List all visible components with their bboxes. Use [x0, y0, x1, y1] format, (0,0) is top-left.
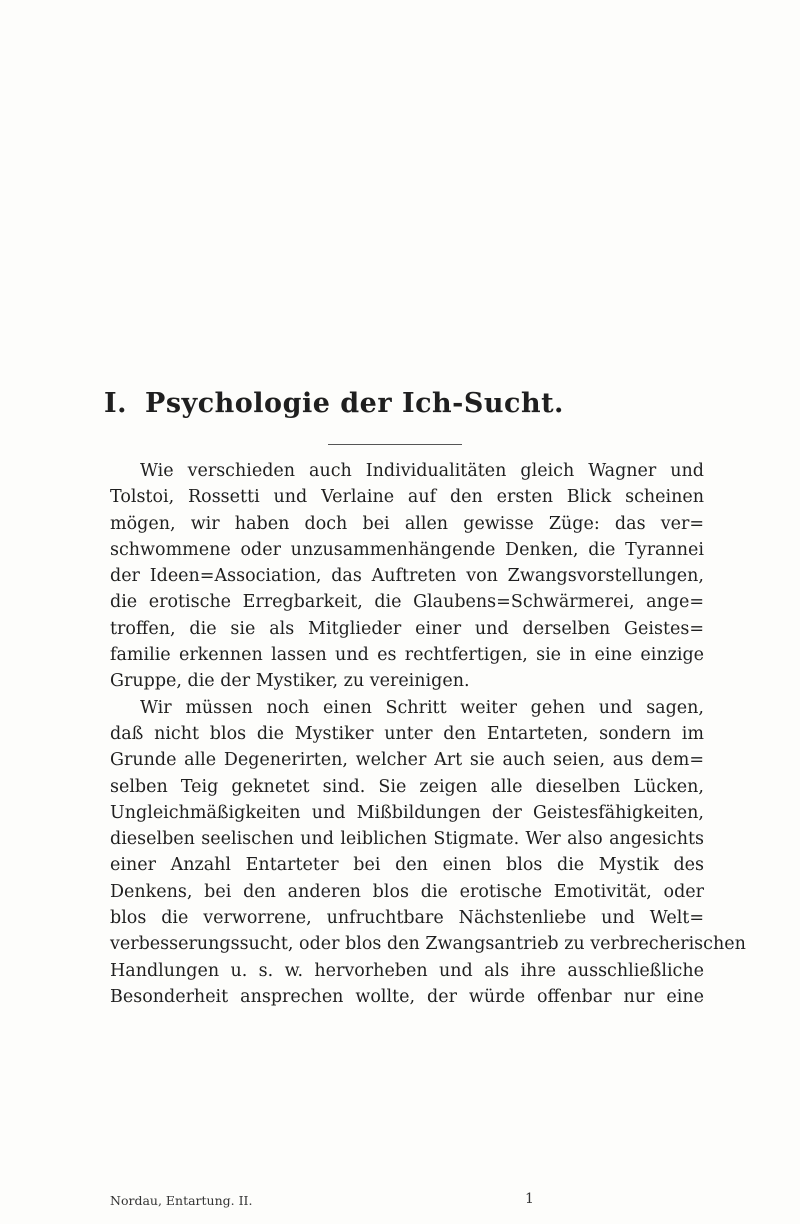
text-line: Tolstoi, Rossetti und Verlaine auf den ersten Blick scheinen: [110, 487, 704, 508]
text-line: mögen, wir haben doch bei allen gewisse Züge: das ver=: [110, 513, 704, 534]
text-line: selben Teig geknetet sind. Sie zeigen alle dieselben Lücken,: [110, 776, 704, 797]
text-line: die erotische Erregbarkeit, die Glaubens=Schwärmerei, ange=: [110, 592, 704, 613]
heading-rule: [328, 444, 462, 445]
text-line: Ungleichmäßigkeiten und Mißbildungen der Geistesfähigkeiten,: [110, 802, 704, 823]
text-line: dieselben seelischen und leiblichen Stigmate. Wer also angesichts: [110, 829, 704, 850]
text-line: familie erkennen lassen und es rechtfertigen, sie in eine einzige: [110, 645, 704, 666]
footer-source: Nordau, Entartung. II.: [110, 1193, 253, 1208]
text-line: Grunde alle Degenerirten, welcher Art sie auch seien, aus dem=: [110, 750, 704, 771]
sheet-signature: 1: [525, 1191, 534, 1207]
text-line: einer Anzahl Entarteter bei den einen blos die Mystik des: [110, 855, 704, 876]
text-line: Denkens, bei den anderen blos die erotische Emotivität, oder: [110, 881, 704, 902]
page-footer: [110, 1193, 704, 1211]
text-line: Handlungen u. s. w. hervorheben und als ihre ausschließliche: [110, 960, 704, 981]
paragraph: [110, 458, 704, 695]
text-line: Wie verschieden auch Individualitäten gleich Wagner und: [140, 461, 704, 481]
paragraph: [110, 695, 746, 1011]
chapter-numeral: I.: [104, 388, 128, 419]
text-line: Besonderheit ansprechen wollte, der würde offenbar nur eine: [110, 986, 704, 1007]
text-line: Gruppe, die der Mystiker, zu vereinigen.: [110, 671, 470, 692]
text-line: troffen, die sie als Mitglieder einer und derselben Geistes=: [110, 618, 704, 639]
chapter-title: Psychologie der Ich-Sucht.: [145, 388, 564, 419]
text-line: Wir müssen noch einen Schritt weiter gehen und sagen,: [140, 697, 704, 718]
text-line: der Ideen=Association, das Auftreten von Zwangsvorstellungen,: [110, 566, 704, 587]
body-text: [110, 458, 746, 1010]
chapter-heading: [104, 388, 704, 419]
text-line: blos die verworrene, unfruchtbare Nächstenliebe und Welt=: [110, 908, 704, 929]
text-line: schwommene oder unzusammenhängende Denken, die Tyrannei: [110, 539, 704, 560]
text-line: daß nicht blos die Mystiker unter den Entarteten, sondern im: [110, 723, 704, 744]
text-line: verbesserungssucht, oder blos den Zwangsantrieb zu verbrecherischen: [110, 934, 746, 955]
